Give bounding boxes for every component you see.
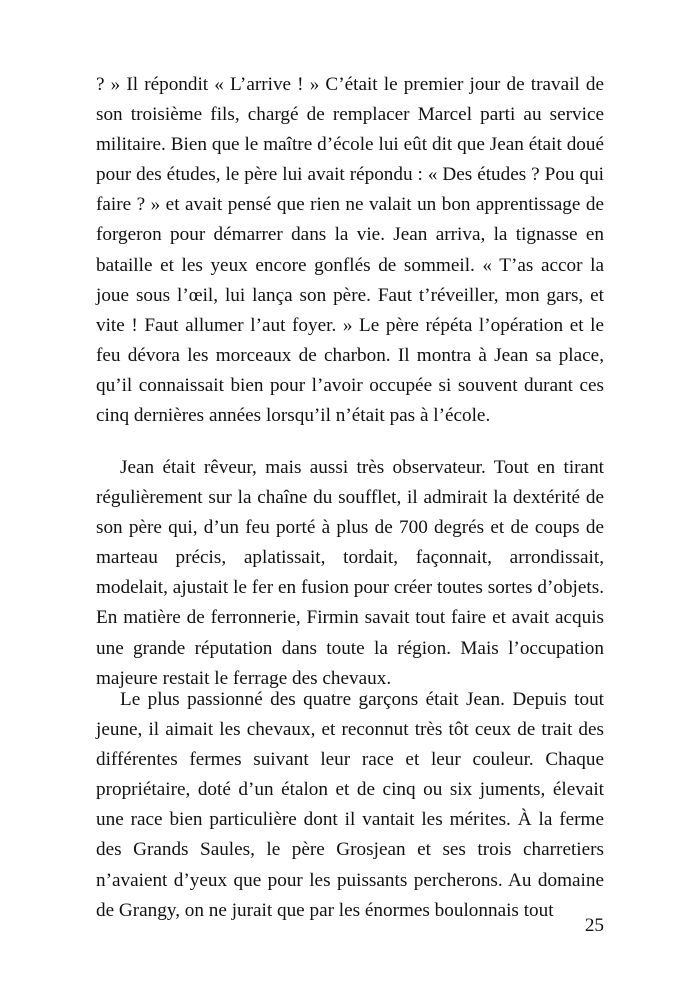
paragraph-3: Le plus passionné des quatre garçons était Jean. Depuis tout jeune, il aimait les chevaux, et reconnut très tôt ceux de trait des différentes fermes suivant leur race et leur couleur. Chaque propriétaire, doté d’un étalon et de cinq ou six juments, élevait une race bien particulière dont il vantait les mérites. À la ferme des Grands Saules, le père Grosjean et ses trois charretiers n’avaient d’yeux que pour les puissants percherons. Au domaine de Grangy, on ne jurait que par les énormes boulonnais tout [96,689,604,921]
paragraph-2: Jean était rêveur, mais aussi très observateur. Tout en tirant régulièrement sur la chaîne du soufflet, il admirait la dextérité de son père qui, d’un feu porté à plus de 700 degrés et de coups de marteau précis, aplatissait, tordait, façonnait, arrondissait, modelait, ajustait le fer en fusion pour créer toutes sortes d’objets. En matière de ferronnerie, Firmin savait tout faire et avait acquis une grande réputation dans toute la région. Mais l’occupation majeure restait le ferrage des chevaux. [96,457,604,689]
page-number: 25 [584,915,604,936]
paragraph-1: ? » Il répondit « L’arrive ! » C’était le premier jour de travail de son troisième fils, chargé de remplacer Marcel parti au service militaire. Bien que le maître d’école lui eût dit que Jean était doué pour des études, le père lui avait répondu : « Des études ? Pou qui faire ? » et avait pensé que rien ne valait un bon apprentissage de forgeron pour démarrer dans la vie. Jean arriva, la tignasse en bataille et les yeux encore gonflés de sommeil. « T’as accor la joue sous l’œil, lui lança son père. Faut t’réveiller, mon gars, et vite ! Faut allumer l’aut foyer. » Le père répéta l’opération et le feu dévora les morceaux de charbon. Il montra à Jean sa place, qu’il connaissait bien pour l’avoir occupée si souvent durant ces cinq dernières années lorsqu’il n’était pas à l’école. [96,74,604,427]
